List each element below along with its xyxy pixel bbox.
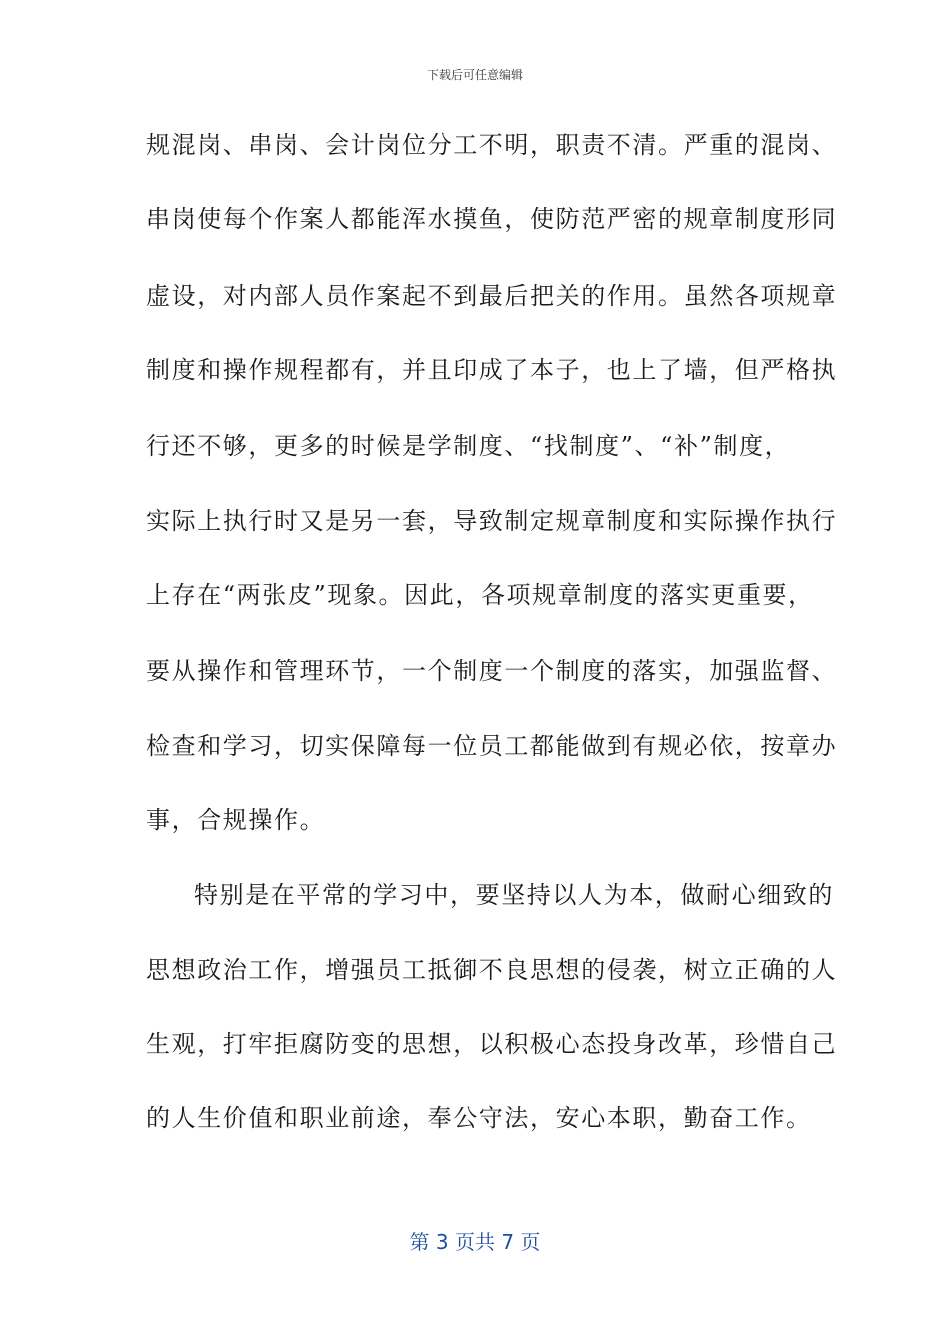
body-line-9: 检查和学习，切实保障每一位员工都能做到有规必依，按章办 xyxy=(146,732,838,760)
body-line-10: 事，合规操作。 xyxy=(146,806,326,834)
body-line-7: 上存在“两张皮”现象。因此，各项规章制度的落实更重要， xyxy=(146,581,814,609)
body-line-14: 的人生价值和职业前途，奉公守法，安心本职，勤奋工作。 xyxy=(146,1104,812,1132)
body-line-11: 特别是在平常的学习中，要坚持以人为本，做耐心细致的 xyxy=(194,881,834,909)
body-line-6: 实际上执行时又是另一套，导致制定规章制度和实际操作执行 xyxy=(146,507,838,535)
body-line-5: 行还不够，更多的时候是学制度、“找制度”、“补”制度， xyxy=(146,432,791,460)
body-line-8: 要从操作和管理环节，一个制度一个制度的落实，加强监督、 xyxy=(146,657,838,685)
body-line-12: 思想政治工作，增强员工抵御不良思想的侵袭，树立正确的人 xyxy=(146,956,838,984)
body-line-3: 虚设，对内部人员作案起不到最后把关的作用。虽然各项规章 xyxy=(146,282,838,310)
body-line-4: 制度和操作规程都有，并且印成了本子，也上了墙，但严格执 xyxy=(146,356,838,384)
body-line-2: 串岗使每个作案人都能浑水摸鱼，使防范严密的规章制度形同 xyxy=(146,205,838,233)
body-line-1: 规混岗、串岗、会计岗位分工不明，职责不清。严重的混岗、 xyxy=(146,131,838,159)
body-line-13: 生观，打牢拒腐防变的思想，以积极心态投身改革，珍惜自己 xyxy=(146,1030,838,1058)
page-number: 第 3 页共 7 页 xyxy=(409,1230,541,1254)
header-note: 下载后可任意编辑 xyxy=(426,68,523,82)
